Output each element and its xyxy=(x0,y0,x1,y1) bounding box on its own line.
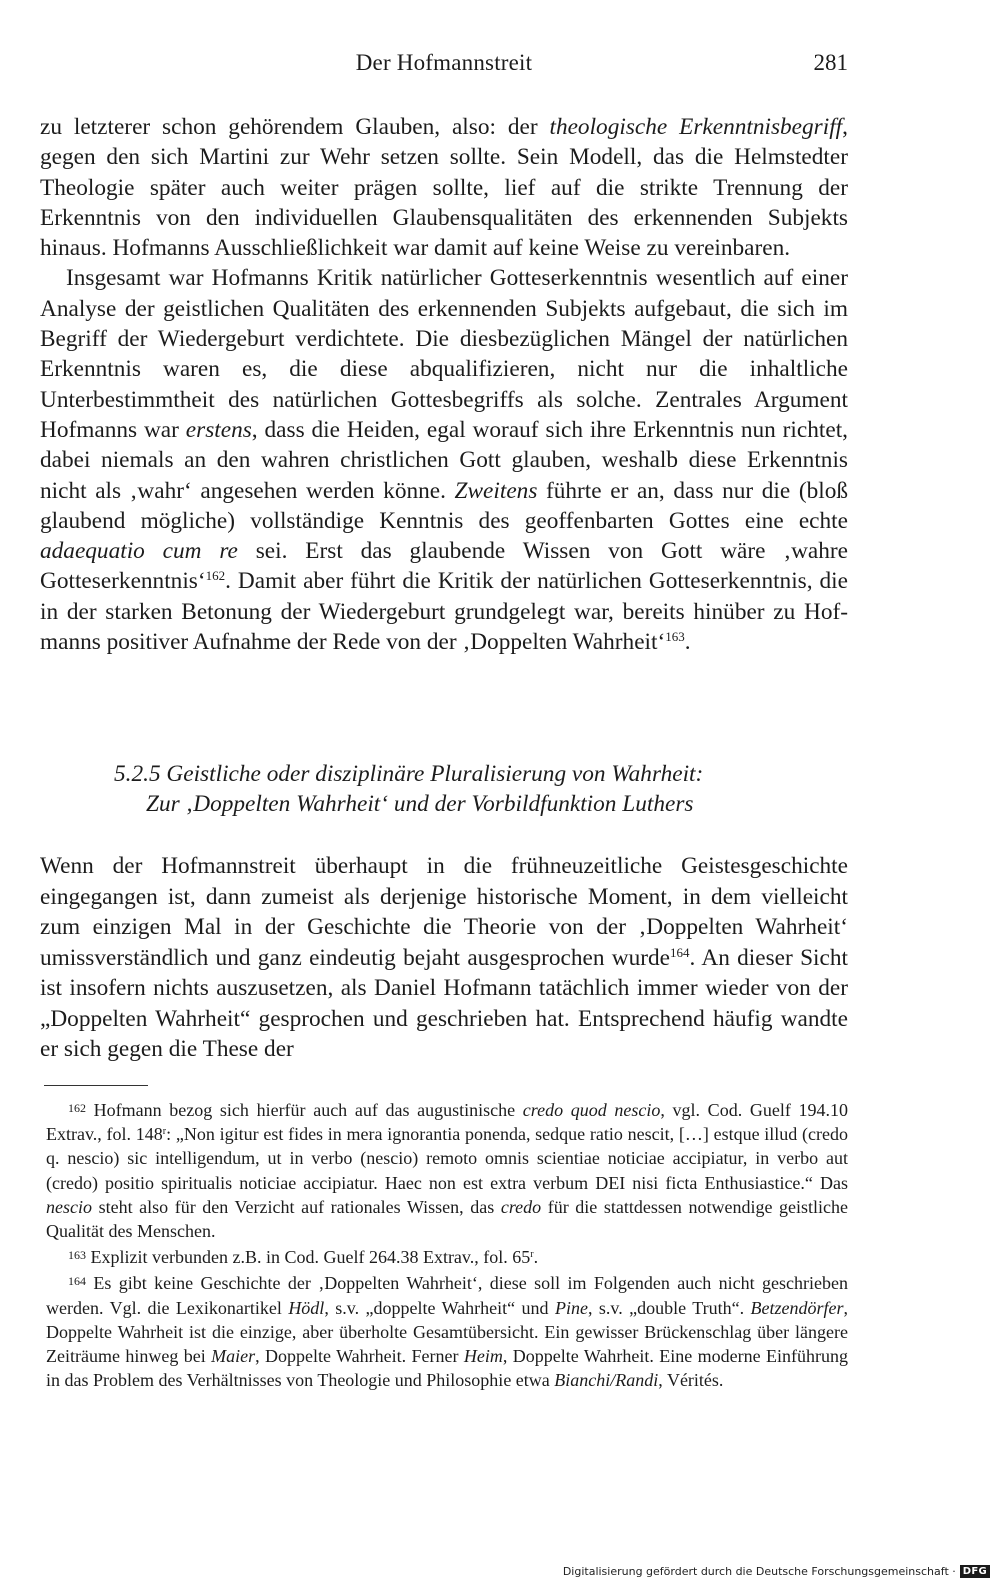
italic-term: credo quod nescio xyxy=(522,1100,661,1120)
footnote-164 xyxy=(46,1269,848,1392)
italic-term: Zweitens xyxy=(454,477,538,504)
italic-term: Hödl xyxy=(288,1297,325,1318)
folio-recto: r xyxy=(530,1249,534,1261)
footnote-ref: 162 xyxy=(205,568,226,584)
text-run: . Damit aber führt die Kritik der natürlichen Gotteserkenntnis, die in der starken Betonung der Wiedergeburt grundgelegt war, bereits hinüber zu Hofmanns positiver Aufnahme der Rede von der ‚Doppelten Wahrheit‘ xyxy=(40,568,848,656)
footnote-163 xyxy=(46,1243,848,1269)
text-run: für die stattdessen notwendige geistliche Qualität des Menschen. xyxy=(46,1196,848,1242)
text-run: sei. Erst das glaubende Wissen von Gott wäre ‚wahre Gotteserkenntnis‘ xyxy=(40,538,849,595)
italic-term: adaequatio cum re xyxy=(40,538,238,565)
footnote-ref: 164 xyxy=(670,944,690,960)
dfg-logo-icon: DFG xyxy=(960,1565,990,1578)
text-run: Explizit verbunden z.B. in Cod. Guelf 264.38 Extrav., fol. 65 xyxy=(86,1247,531,1268)
credit-text: Digitalisierung gefördert durch die Deutsche Forschungsgemeinschaft · xyxy=(562,1564,956,1578)
footnote-number: 164 xyxy=(68,1274,86,1289)
italic-term: Heim xyxy=(463,1346,503,1367)
page-number: 281 xyxy=(813,50,848,75)
text-run: , vgl. Cod. Guelf 194.10 Extrav., fol. 148 xyxy=(46,1100,848,1145)
text-run: , Doppelte Wahrheit. Eine moderne Einführung in das Problem des Verhältnisses von Theologie und Philosophie etwa xyxy=(46,1346,848,1391)
footnote-number: 162 xyxy=(68,1101,86,1115)
text-run: : „Non igitur est fides in mera ignorantia ponenda, sedque ratio nescit, […] estque illud (credo q. nescio) sic intelligendum, ut in verbo (nescio) remoto omnis scientiae noticiae accipiatur, in verbo aut (credo) positio spiritualis noticiae accipiatur. Haec non est extra verbum DEI nisi ficta Enthusiastice.“ Das xyxy=(46,1124,849,1193)
page-header xyxy=(40,50,848,86)
text-run: Insgesamt war Hofmanns Kritik natürlicher Gotteserkenntnis wesentlich auf einer Analyse der geistlichen Qualitäten des erkennenden Subjekts aufgebaut, die sich im Begriff der Wiedergeburt verdichtete. Die diesbezüglichen Mängel der natürlichen Erkenntnis waren es, die diese abqualifizieren, nicht nur die inhaltliche Unterbestimmtheit des natürlichen Gottesbegriffs als solche. Zentrales Argument Hofmanns war xyxy=(40,265,848,443)
section-heading-line-1: 5.2.5 Geistliche oder disziplinäre Pluralisierung von Wahrheit: xyxy=(114,761,704,787)
italic-term: Pine xyxy=(554,1297,588,1318)
text-run: , Vérités. xyxy=(658,1370,724,1391)
section-heading xyxy=(40,759,848,819)
text-run: , s.v. „doppelte Wahrheit“ und xyxy=(324,1297,555,1318)
text-run: , Doppelte Wahrheit. Ferner xyxy=(255,1346,464,1367)
italic-term: theologische Erkenntnisbegriff xyxy=(549,114,843,140)
text-run: . xyxy=(684,629,691,656)
text-run: führte er an, dass nur die (bloß glaubend mögliche) vollständige Kenntnis des geoffenbarten Gottes eine echte xyxy=(40,477,848,534)
paragraph-1 xyxy=(40,112,848,263)
text-run: , Doppelte Wahrheit ist die einzige, aber überholte Gesamtübersicht. Ein gewisser Brückenschlag über längere Zeiträume hinweg bei xyxy=(46,1297,848,1367)
text-run: , dass die Heiden, egal worauf sich ihre Erkenntnis nun richtet, dabei niemals an den wahren christlichen Gott glauben, weshalb diese Erkenntnis nicht als ‚wahr‘ angesehen werden könne. xyxy=(40,416,848,504)
text-run: Hofmann bezog sich hierfür auch auf das augustinische xyxy=(86,1100,523,1120)
text-run: Wenn der Hofmannstreit überhaupt in die frühneuzeitliche Geistesgeschichte eingegangen ist, dann zumeist als derjenige historische Moment, in dem vielleicht zum einzigen Mal in der Geschichte die Theorie von der ‚Doppelten Wahrheit‘ umissverständlich und ganz eindeutig bejaht ausgesprochen wurde xyxy=(40,853,848,971)
text-run: Es gibt keine Geschichte der ‚Doppelten Wahrheit‘, diese soll im Folgenden auch nicht geschrieben werden. Vgl. die Lexikonartikel xyxy=(46,1273,848,1318)
section-heading-line-2: Zur ‚Doppelten Wahrheit‘ und der Vorbildfunktion Luthers xyxy=(146,791,694,817)
main-text xyxy=(40,112,848,657)
section-text xyxy=(40,851,848,1065)
folio-recto: r xyxy=(162,1126,167,1138)
text-run: , gegen den sich Martini zur Wehr setzen sollte. Sein Modell, das die Helmstedter Theologie später auch weiter prägen sollte, lief auf die strikte Trennung der Erkenntnis von den individuellen Glaubensqualitäten des erkennenden Subjekts hinaus. Hofmanns Ausschließlichkeit war damit auf keine Weise zu vereinbaren. xyxy=(40,114,848,262)
digitization-credit xyxy=(563,1562,990,1580)
italic-term: Maier xyxy=(211,1346,256,1367)
running-title: Der Hofmannstreit xyxy=(355,50,533,75)
footnote-162 xyxy=(46,1096,848,1243)
footnote-divider xyxy=(44,1085,148,1086)
italic-term: credo xyxy=(500,1196,542,1217)
italic-term: Bianchi/Randi xyxy=(554,1370,659,1391)
paragraph-2 xyxy=(40,263,848,657)
footnote-ref: 163 xyxy=(665,629,685,645)
text-run: steht also für den Verzicht auf rationales Wissen, das xyxy=(91,1196,501,1217)
text-run: zu letzterer schon gehörendem Glauben, also: der xyxy=(40,114,550,140)
footnotes xyxy=(46,1096,848,1392)
text-run: . An dieser Sicht ist insofern nichts auszusetzen, als Daniel Hofmann tatächlich immer wieder von der „Doppelten Wahrheit“ gesprochen und geschrieben hat. Entsprechend häufig wandte er sich gegen die These der xyxy=(40,944,848,1062)
footnote-number: 163 xyxy=(68,1248,86,1263)
text-run: , s.v. „double Truth“. xyxy=(587,1297,751,1318)
italic-term: Betzendörfer xyxy=(750,1297,844,1318)
paragraph-3 xyxy=(40,851,848,1065)
italic-term: erstens xyxy=(185,416,252,443)
text-run: . xyxy=(533,1247,539,1268)
italic-term: nescio xyxy=(46,1196,92,1217)
